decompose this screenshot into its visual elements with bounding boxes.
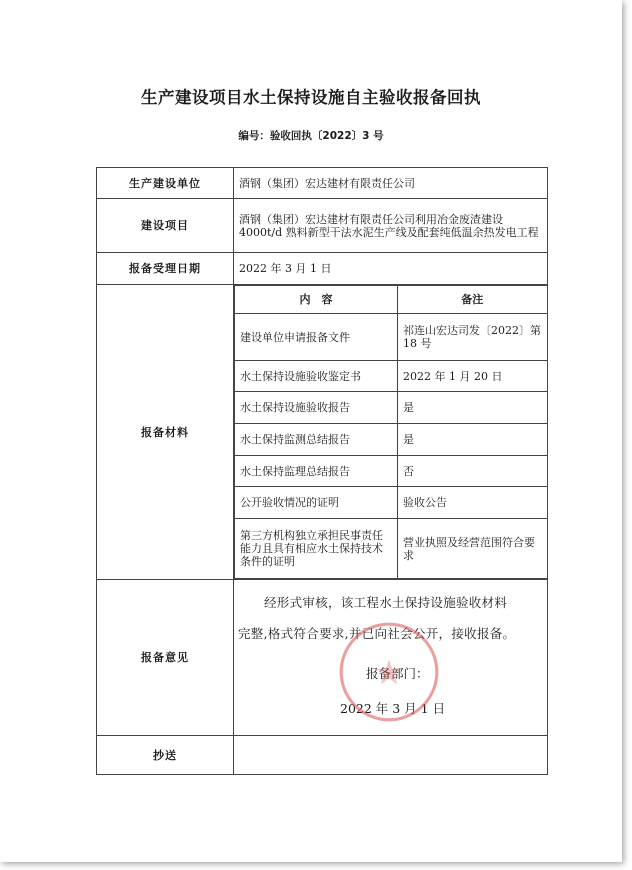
label-unit: 生产建设单位: [97, 168, 234, 199]
value-unit: 酒钢（集团）宏达建材有限责任公司: [234, 168, 548, 199]
opinion-block: [234, 580, 547, 735]
label-project: 建设项目: [97, 199, 234, 253]
receipt-table: [96, 167, 548, 775]
table-row: [235, 392, 548, 424]
material-note: 是: [398, 424, 548, 456]
material-content: 水土保持监测总结报告: [235, 424, 398, 456]
opinion-date: 2022 年 3 月 1 日: [340, 701, 446, 716]
value-project: 酒钢（集团）宏达建材有限责任公司利用冶金废渣建设4000t/d 熟料新型干法水泥生产线及配套纯低温余热发电工程: [234, 199, 548, 253]
table-row: [235, 361, 548, 392]
opinion-line-1: 经形式审核，该工程水土保持设施验收材料: [264, 595, 508, 610]
material-content: 第三方机构独立承担民事责任能力且具有相应水土保持技术条件的证明: [235, 519, 398, 579]
table-row: [235, 456, 548, 487]
material-note: 否: [398, 456, 548, 487]
material-note: 2022 年 1 月 20 日: [398, 361, 548, 392]
material-note: 祁连山宏达司发〔2022〕第 18 号: [398, 314, 548, 361]
material-content: 水土保持设施验收鉴定书: [235, 361, 398, 392]
row-date: [97, 253, 548, 285]
material-note: 是: [398, 392, 548, 424]
table-row: [235, 314, 548, 361]
table-row: [235, 519, 548, 579]
header-note: 备注: [398, 286, 548, 314]
material-content: 公开验收情况的证明: [235, 487, 398, 519]
value-date: 2022 年 3 月 1 日: [234, 253, 548, 285]
material-content: 水土保持设施验收报告: [235, 392, 398, 424]
table-row: [235, 487, 548, 519]
label-opinion: 报备意见: [97, 580, 234, 736]
row-opinion: [97, 580, 548, 736]
materials-table: [234, 285, 548, 579]
value-cc: [234, 736, 548, 775]
label-cc: 抄送: [97, 736, 234, 775]
header-content: 内 容: [235, 286, 398, 314]
label-materials: 报备材料: [97, 285, 234, 580]
row-project: [97, 199, 548, 253]
material-content: 水土保持监理总结报告: [235, 456, 398, 487]
opinion-line-2: 完整,格式符合要求,并已向社会公开，接收报备。: [238, 626, 516, 641]
material-note: 验收公告: [398, 487, 548, 519]
opinion-dept: 报备部门：: [366, 666, 429, 681]
material-note: 营业执照及经营范围符合要求: [398, 519, 548, 579]
row-unit: [97, 168, 548, 199]
material-content: 建设单位申请报备文件: [235, 314, 398, 361]
document-title: 生产建设项目水土保持设施自主验收报备回执: [141, 88, 481, 107]
label-date: 报备受理日期: [97, 253, 234, 285]
document-number: 编号：验收回执〔2022〕3 号: [238, 130, 384, 142]
row-materials: [97, 285, 548, 580]
table-row: [235, 424, 548, 456]
row-cc: [97, 736, 548, 775]
